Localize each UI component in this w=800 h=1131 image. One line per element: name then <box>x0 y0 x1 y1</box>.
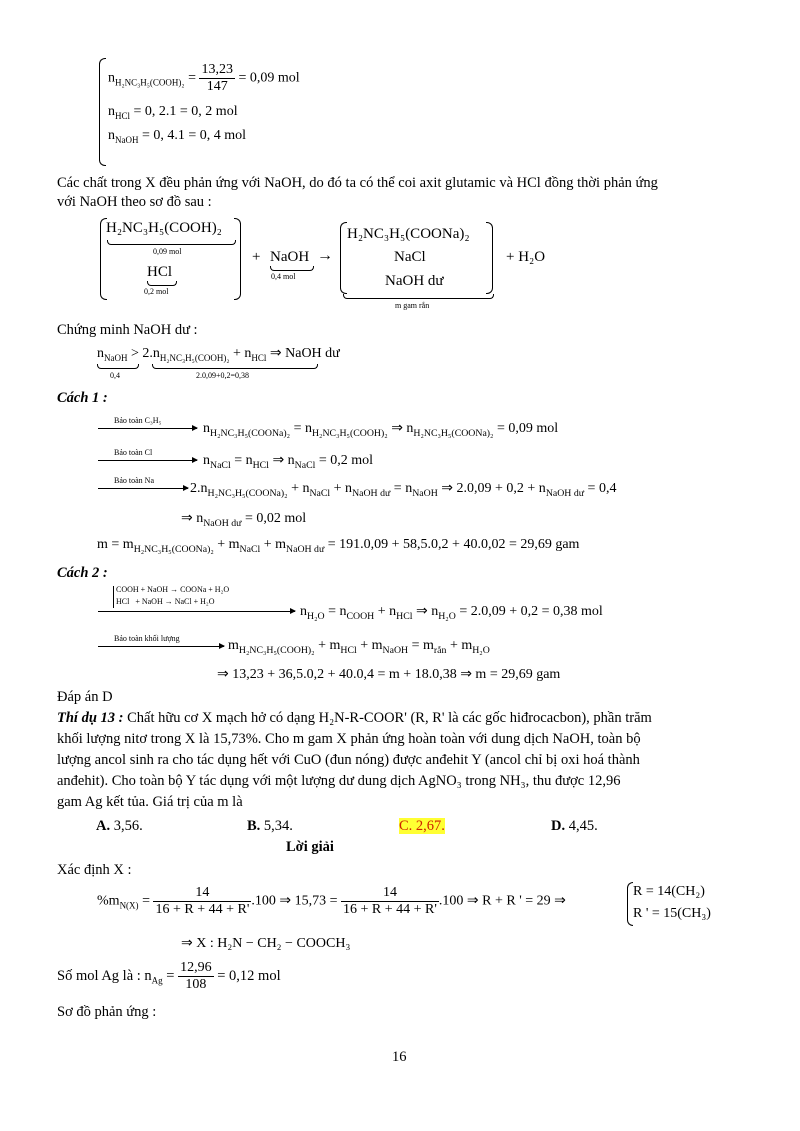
subscript: N(X) <box>119 900 139 911</box>
option-key: B. <box>247 818 261 834</box>
subscript: HCl <box>115 110 131 121</box>
r-prime-value: R ' = 15(CH₃) <box>633 906 711 921</box>
option-key: A. <box>96 818 111 834</box>
underbrace <box>97 364 139 369</box>
subscript: Ag <box>151 975 163 986</box>
conclusion: ⇒ NaOH dư <box>269 346 340 361</box>
cach1-line1: $n_{H_2NC_3H_5(COONa)_2} = n_{H_2NC_3H_5(COOH)_2}$ ⇒ $n_{H_2NC_3H_5(COONa)_2} = 0,09$ mol <box>203 421 559 439</box>
reaction-arrow: → <box>317 247 333 264</box>
result: = 0, 2.1 = 0, 2 mol <box>133 104 238 119</box>
percent-equation: $\%m_{N(X)}$ = $\frac{14}{16 + R + 44 + R'}$ .100 ⇒ 15,73 = $\frac{14}{16 + R + 44 + R'}$ .100 ⇒ R + R ' = 29 ⇒ <box>97 885 566 917</box>
product-nacl: NaCl <box>394 249 426 265</box>
subscript: NaOH <box>115 134 139 145</box>
option-value: 4,45. <box>565 818 598 834</box>
numerator: 13,23 <box>201 62 233 77</box>
underbrace <box>107 240 236 245</box>
fraction <box>341 885 439 918</box>
cach1-line3: $2.n_{H_2NC_3H_5(COONa)_2} + n_{NaCl} + n_{NaOH dư} = n_{NaOH}$ ⇒ $2.0,09 + 0,2 + n_{NaOH dư} = 0,4$ <box>190 481 617 499</box>
subscript: NaOH <box>104 352 128 363</box>
note-038: 2.0,09+0,2=0,38 <box>196 371 250 380</box>
reaction-hcl: HCl + NaOH → NaCl + H₂O <box>116 597 215 606</box>
naoh-moles <box>108 128 246 145</box>
scheme-label: Sơ đồ phản ứng : <box>57 1004 157 1020</box>
prove-equation <box>97 345 340 363</box>
determine-x: Xác định X : <box>57 862 132 878</box>
product-glutamate: H₂NC₃H₅(COONa)₂ <box>347 226 470 242</box>
denominator: 16 + R + 44 + R' <box>343 902 437 917</box>
scheme-left-brace-close <box>234 218 241 300</box>
fraction <box>199 62 235 95</box>
conservation-arrow <box>98 488 188 489</box>
fraction <box>153 885 251 918</box>
page-number: 16 <box>392 1049 407 1065</box>
x-formula: ⇒ X : H₂N − CH₂ − COOCH₃ <box>181 936 351 951</box>
numerator: 12,96 <box>180 960 212 975</box>
system-brace <box>99 58 106 166</box>
option-d[interactable] <box>551 818 598 835</box>
result: = 0, 4.1 = 0, 4 mol <box>142 128 247 143</box>
conservation-arrow <box>98 428 197 429</box>
cach1-line2: $n_{NaCl} = n_{HCl}$ ⇒ $n_{NaCl} = 0,2$ mol <box>203 453 374 471</box>
arrow-label-na: Bảo toàn Na <box>114 476 154 485</box>
prove-label: Chứng minh NaOH dư : <box>57 322 198 338</box>
option-value: 5,34. <box>260 818 293 834</box>
cach-1-heading: Cách 1 : <box>57 390 108 406</box>
solution-title: Lời giải <box>286 839 334 855</box>
reactant-hcl: HCl <box>147 264 173 280</box>
scheme-right-brace-close <box>486 222 493 294</box>
cach-2-heading: Cách 2 : <box>57 565 108 581</box>
cach1-line4: ⇒ $n_{NaOH dư} = 0,02$ mol <box>181 511 307 529</box>
ag-label: Số mol Ag là : n <box>57 967 152 984</box>
result: = 0,09 mol <box>238 70 300 86</box>
note-m-gam-ran: m gam rắn <box>395 301 430 310</box>
hcl-moles <box>108 104 238 121</box>
product-water: + H₂O <box>506 249 546 265</box>
paragraph-1b: với NaOH theo sơ đồ sau : <box>57 194 212 210</box>
numerator: 14 <box>153 885 251 902</box>
example-13-line-0 <box>57 710 652 727</box>
ag-moles: Số mol Ag là : $n_{Ag}$ = $\frac{12,96}{108}$ = 0,12 mol <box>57 960 281 992</box>
r-value: R = 14(CH₂) <box>633 884 705 899</box>
middle: .100 ⇒ 15,73 = <box>251 893 338 909</box>
underbrace <box>343 294 494 299</box>
example-13-line-1: khối lượng nitơ trong X là 15,73%. Cho m gam X phản ứng hoàn toàn với dung dịch NaOH, toàn bộ <box>57 731 641 747</box>
note-04: 0,4 mol <box>271 272 296 281</box>
note-009: 0,09 mol <box>153 247 182 256</box>
underbrace <box>152 364 318 369</box>
underbrace <box>270 266 314 271</box>
option-c[interactable] <box>399 818 445 835</box>
product-naoh-du: NaOH dư <box>385 273 444 289</box>
reaction-arrow <box>98 611 295 612</box>
example-13-line-2: lượng ancol sinh ra cho tác dụng hết với CuO (đun nóng) được anđehit Y (ancol chỉ bị oxi hoá thành <box>57 752 640 768</box>
numerator: 14 <box>341 885 439 902</box>
n-symbol: n <box>97 346 104 361</box>
option-value: 3,56. <box>110 818 143 834</box>
cach2-line1: $n_{H_2O} = n_{COOH} + n_{HCl}$ ⇒ $n_{H_2O} = 2.0,09 + 0,2 = 0,38$ mol <box>300 604 603 622</box>
arrow-label-c3h5: Bảo toàn C₃H₅ <box>114 416 162 425</box>
option-b[interactable] <box>247 818 293 835</box>
option-key-highlighted: C. 2,67. <box>399 818 445 834</box>
arrow-label-mass: Bảo toàn khối lượng <box>114 634 180 643</box>
n-symbol: n <box>108 128 115 143</box>
cach2-line3: ⇒ 13,23 + 36,5.0,2 + 40.0,4 = m + 18.0,38 ⇒ m = 29,69 gam <box>217 667 561 682</box>
reactant-naoh: NaOH <box>270 249 310 265</box>
subscript: HCl <box>251 352 267 363</box>
example-text: Chất hữu cơ X mạch hở có dạng H₂N-R-COOR' (R, R' là các gốc hiđrocacbon), phần trăm <box>127 710 652 726</box>
denominator: 108 <box>185 977 207 992</box>
note-02: 0,2 mol <box>144 287 169 296</box>
arrow-label-cl: Bảo toàn Cl <box>114 448 153 457</box>
conservation-arrow <box>98 646 224 647</box>
example-label: Thí dụ 13 : <box>57 710 124 726</box>
cach1-line5: $m = m_{H_2NC_3H_5(COONa)_2} + m_{NaCl} + m_{NaOH dư} = 191.0,09 + 58,5.0,2 + 40.0,02 = 29,69$ gam <box>97 537 580 555</box>
example-13-line-4: gam Ag kết tủa. Giá trị của m là <box>57 794 243 810</box>
note-04: 0,4 <box>110 371 120 380</box>
underbrace <box>147 281 177 286</box>
example-13-line-3: anđehit). Cho toàn bộ Y tác dụng với một lượng dư dung dịch AgNO₃ trong NH₃, thu được 12,96 <box>57 773 621 789</box>
glutamic-moles: $n_{H_2NC_3H_5(COOH)_2}$ = $\frac{13,23}{147}$ = 0,09 mol <box>108 62 300 94</box>
reaction-cooh: COOH + NaOH → COONa + H₂O <box>116 585 230 594</box>
rhs-plus: + n <box>232 346 252 361</box>
reactant-glutamic: H₂NC₃H₅(COOH)₂ <box>106 220 222 236</box>
greater-than: > <box>131 346 139 361</box>
cach2-line2: $m_{H_2NC_3H_5(COOH)_2} + m_{HCl} + m_{NaOH} = m_{rắn} + m_{H_2O}$ <box>228 638 490 656</box>
percent-m: %m <box>97 893 120 909</box>
fraction <box>178 960 214 993</box>
conservation-arrow <box>98 460 197 461</box>
subscript: H₂NC₃H₅(COOH)₂ <box>115 77 185 88</box>
option-a[interactable] <box>96 818 143 835</box>
denominator: 16 + R + 44 + R' <box>155 902 250 917</box>
paragraph-1: Các chất trong X đều phản ứng với NaOH, do đó ta có thể coi axit glutamic và HCl đồng thời phản ứng <box>57 175 658 191</box>
denominator: 147 <box>206 79 228 94</box>
scheme-right-brace <box>340 222 347 294</box>
n-symbol: n <box>108 104 115 119</box>
subscript: H₂NC₃H₅(COOH)₂ <box>159 352 230 363</box>
answer-text: Đáp án D <box>57 689 113 705</box>
tail: .100 ⇒ R + R ' = 29 ⇒ <box>438 893 566 909</box>
plus-sign: + <box>252 249 261 265</box>
n-symbol: n <box>108 70 115 86</box>
result: = 0,12 mol <box>217 967 281 984</box>
rhs-term: 2.n <box>142 346 160 361</box>
option-key: D. <box>551 818 566 834</box>
